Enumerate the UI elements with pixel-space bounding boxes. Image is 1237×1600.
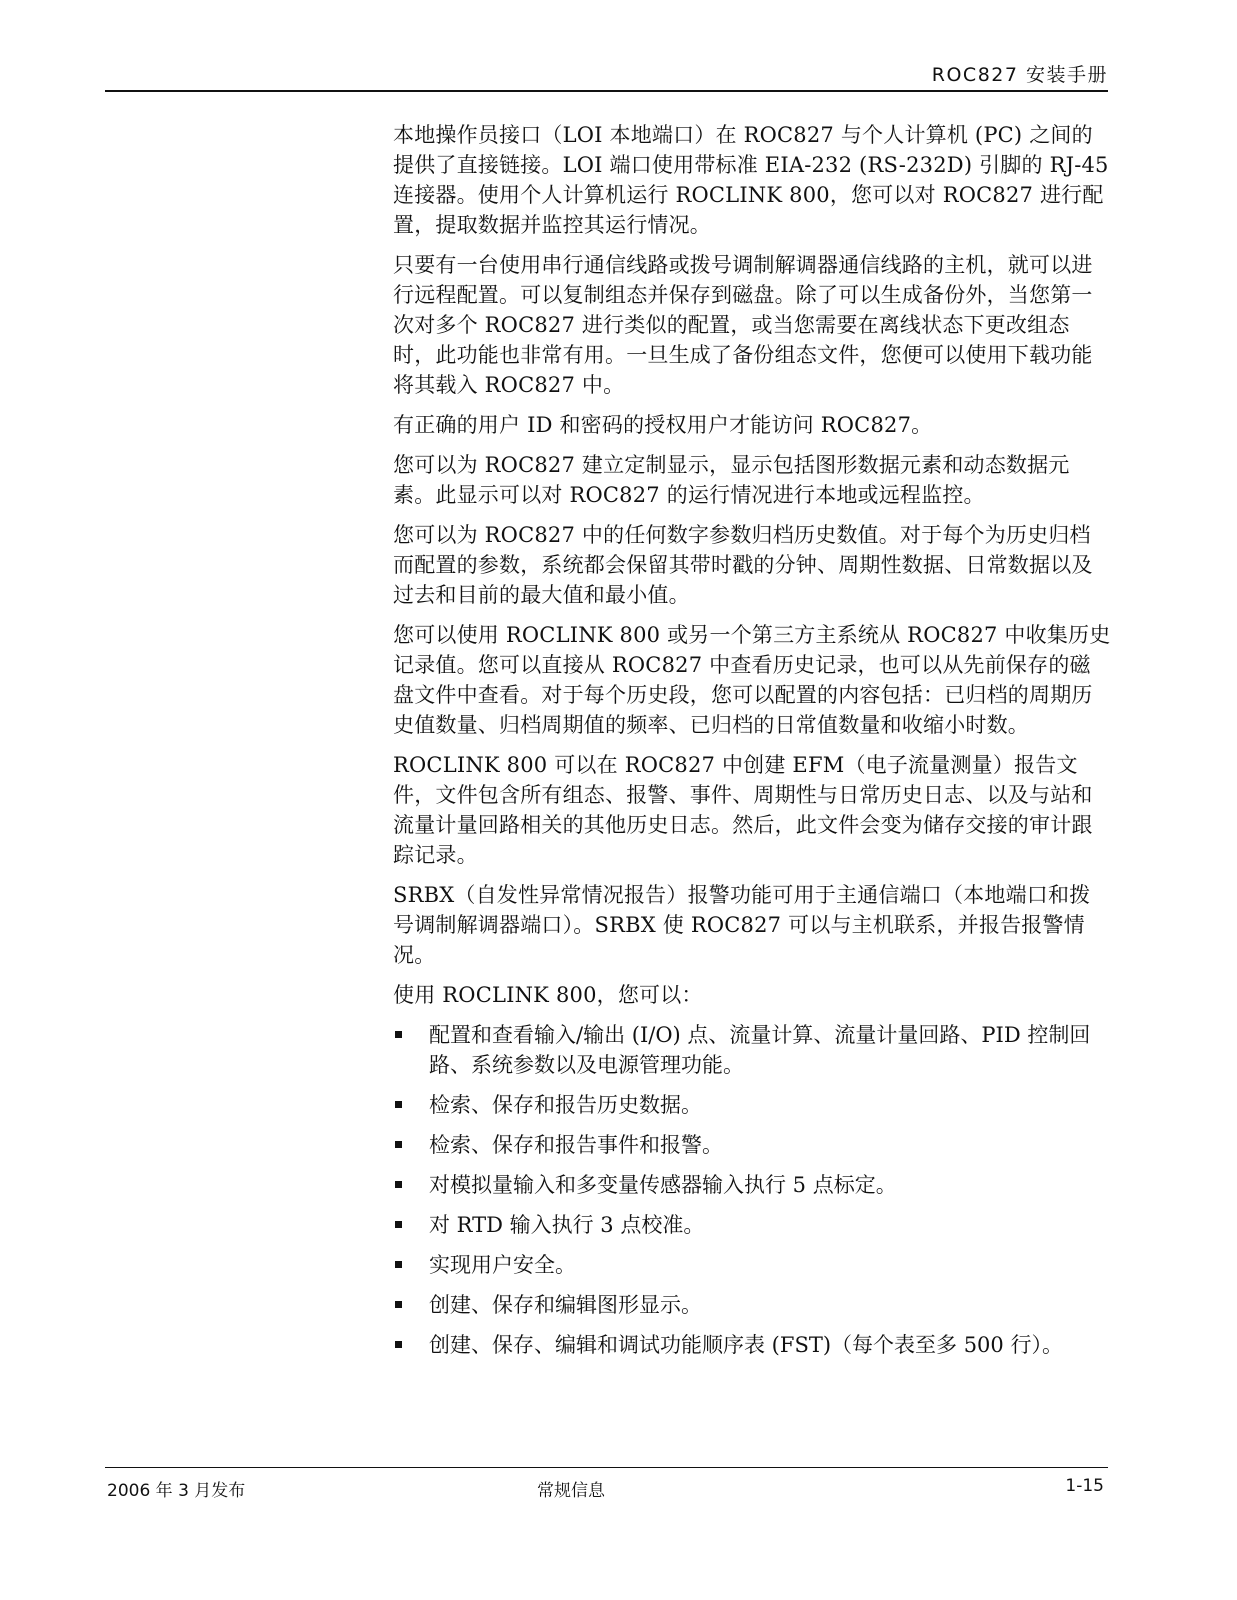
list-item-text: 创建、保存、编辑和调试功能顺序表 (FST)（每个表至多 500 行）。 [429,1333,1063,1357]
list-item [393,1020,1111,1080]
square-bullet-icon [395,1261,402,1268]
paragraph-custom-display: 您可以为 ROC827 建立定制显示，显示包括图形数据元素和动态数据元素。此显示可以对 ROC827 的运行情况进行本地或远程监控。 [393,453,1070,507]
list-item-text: 创建、保存和编辑图形显示。 [429,1293,702,1317]
list-item-text: 对模拟量输入和多变量传感器输入执行 5 点标定。 [429,1173,897,1197]
list-item [393,1290,1111,1320]
paragraph-security: 有正确的用户 ID 和密码的授权用户才能访问 ROC827。 [393,413,933,437]
paragraph-history-collect: 您可以使用 ROCLINK 800 或另一个第三方主系统从 ROC827 中收集历史记录值。您可以直接从 ROC827 中查看历史记录，也可以从先前保存的磁盘文件中查看。对于每个历史段，您可以配置的内容包括：已归档的周期历史值数量、归档周期值的频率、已归档的日常值数量和收缩小时数。 [393,623,1111,737]
square-bullet-icon [395,1301,402,1308]
feature-list [393,1020,1111,1360]
document-title: ROC827 安装手册 [931,64,1108,86]
list-item [393,1330,1111,1360]
paragraph-roclink-intro: 使用 ROCLINK 800，您可以： [393,983,703,1007]
list-item-text: 配置和查看输入/输出 (I/O) 点、流量计算、流量计量回路、PID 控制回路、系统参数以及电源管理功能。 [429,1023,1091,1077]
square-bullet-icon [395,1181,402,1188]
list-item [393,1170,1111,1200]
list-item-text: 实现用户安全。 [429,1253,576,1277]
square-bullet-icon [395,1341,402,1348]
list-item [393,1210,1111,1240]
list-item [393,1130,1111,1160]
paragraph-loi: 本地操作员接口（LOI 本地端口）在 ROC827 与个人计算机 (PC) 之间的提供了直接链接。LOI 端口使用带标准 EIA-232 (RS-232D) 引脚的 RJ-45 连接器。使用个人计算机运行 ROCLINK 800，您可以对 ROC827 进行配置，提取数据并监控其运行情况。 [393,123,1109,237]
square-bullet-icon [395,1031,402,1038]
paragraph-remote-config: 只要有一台使用串行通信线路或拨号调制解调器通信线路的主机，就可以进行远程配置。可以复制组态并保存到磁盘。除了可以生成备份外，当您第一次对多个 ROC827 进行类似的配置，或当您需要在离线状态下更改组态时，此功能也非常有用。一旦生成了备份组态文件，您便可以使用下载功能将其载入 ROC827 中。 [393,253,1093,397]
page-footer [105,1467,1108,1508]
paragraph-efm: ROCLINK 800 可以在 ROC827 中创建 EFM（电子流量测量）报告文件，文件包含所有组态、报警、事件、周期性与日常历史日志、以及与站和流量计量回路相关的其他历史日志。然后，此文件会变为储存交接的审计跟踪记录。 [393,753,1093,867]
paragraph-history-archive: 您可以为 ROC827 中的任何数字参数归档历史数值。对于每个为历史归档而配置的参数，系统都会保留其带时戳的分钟、周期性数据、日常数据以及过去和目前的最大值和最小值。 [393,523,1093,607]
list-item-text: 对 RTD 输入执行 3 点校准。 [429,1213,705,1237]
main-content [393,120,1111,1370]
section-title: 常规信息 [537,1481,605,1501]
page-number: 1-15 [1065,1476,1104,1496]
square-bullet-icon [395,1101,402,1108]
list-item [393,1250,1111,1280]
square-bullet-icon [395,1221,402,1228]
publication-date: 2006 年 3 月发布 [107,1481,246,1501]
list-item [393,1090,1111,1120]
square-bullet-icon [395,1141,402,1148]
list-item-text: 检索、保存和报告事件和报警。 [429,1133,723,1157]
list-item-text: 检索、保存和报告历史数据。 [429,1093,702,1117]
page-header [105,58,1108,92]
paragraph-srbx: SRBX（自发性异常情况报告）报警功能可用于主通信端口（本地端口和拨号调制解调器端口）。SRBX 使 ROC827 可以与主机联系，并报告报警情况。 [393,883,1091,967]
